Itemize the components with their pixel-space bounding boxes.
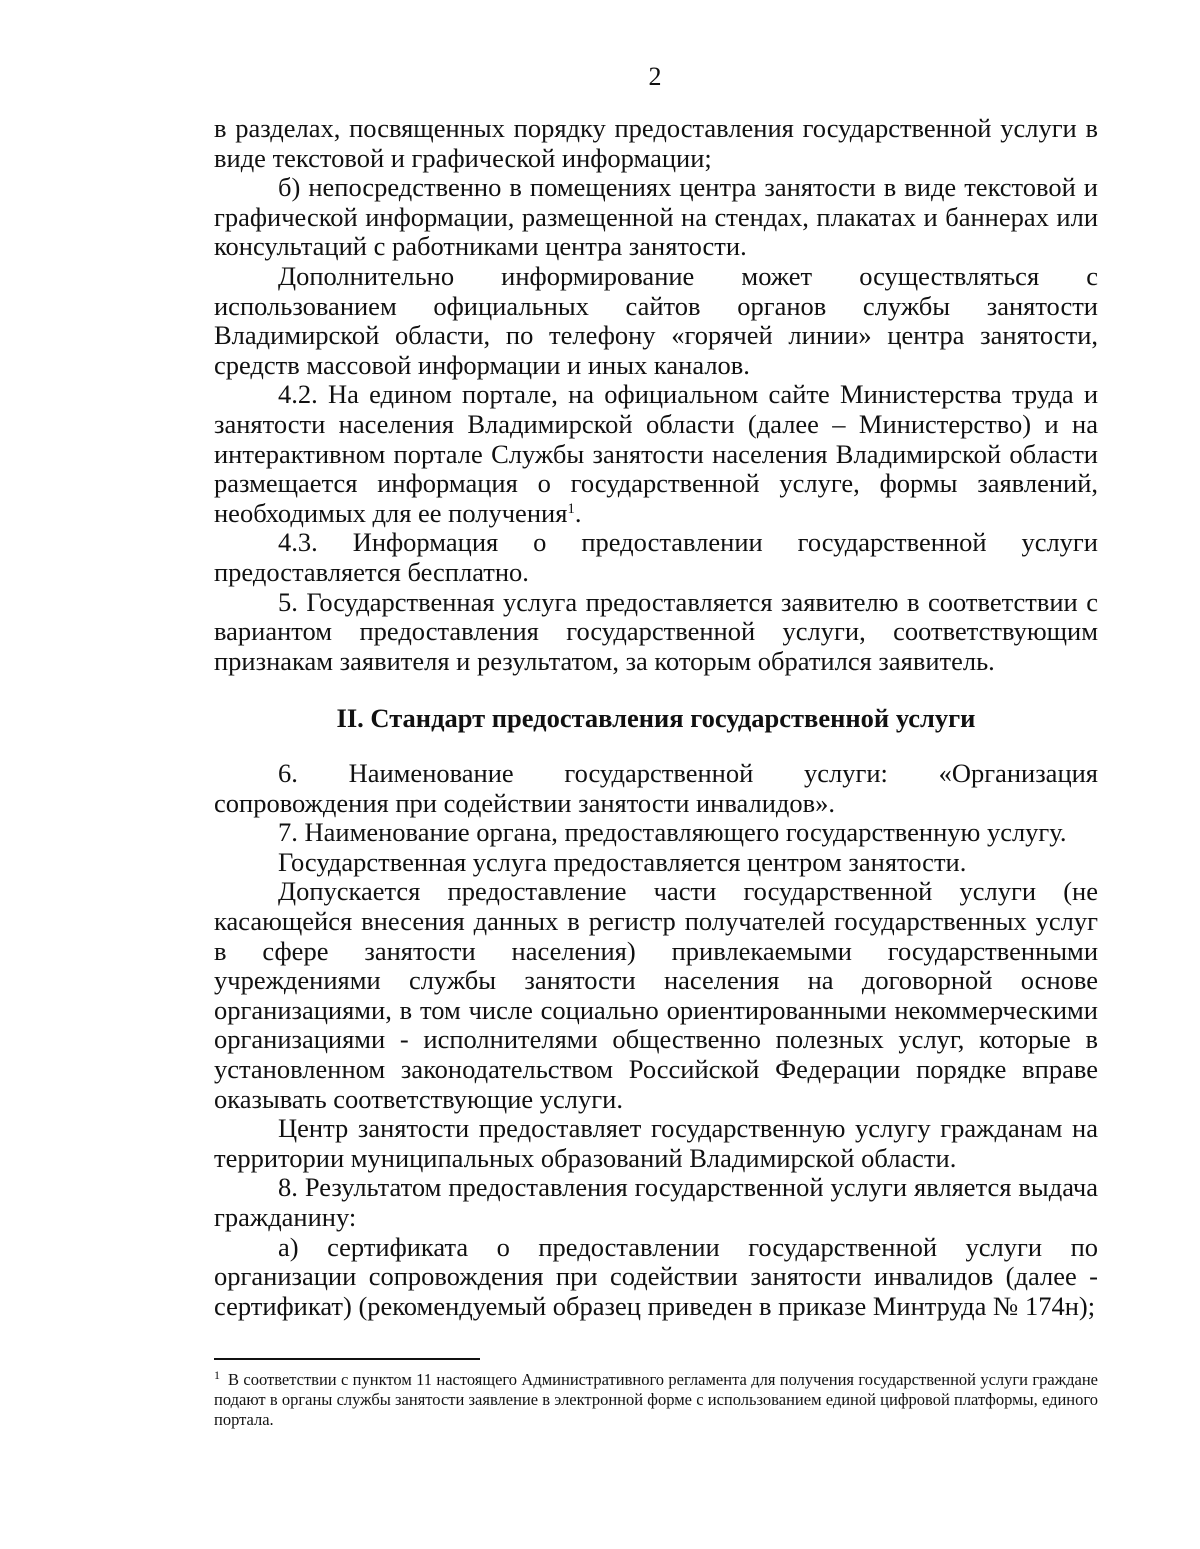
item-b-paragraph: б) непосредственно в помещениях центра занятости в виде текстовой и графической информации, размещенной на стендах, плакатах и баннерах или консультаций с работниками центра занятости. <box>214 172 1098 262</box>
clause-8-a-paragraph: а) сертификата о предоставлении государственной услуги по организации сопровождения при содействии занятости инвалидов (далее - сертификат) (рекомендуемый образец приведен в приказе Минтруда № 174н); <box>214 1231 1098 1321</box>
footnote-reference: 1 <box>567 500 575 517</box>
clause-4-2-paragraph <box>214 380 1098 528</box>
footnote <box>214 1370 1098 1430</box>
clause-4-2-tail: . <box>574 497 582 528</box>
clause-6-paragraph: 6. Наименование государственной услуги: «Организация сопровождения при содействии занятости инвалидов». <box>214 758 1098 818</box>
footnote-mark: 1 <box>214 1368 220 1382</box>
additional-info-paragraph: Дополнительно информирование может осуществляться с использованием официальных сайтов органов службы занятости Владимирской области, по телефону «горячей линии» центра занятости, средств массовой информации и иных каналов. <box>214 260 1098 380</box>
provider-paragraph: Государственная услуга предоставляется центром занятости. <box>278 846 967 877</box>
body-text-top <box>214 114 1098 676</box>
territory-paragraph: Центр занятости предоставляет государственную услугу гражданам на территории муниципальных образований Владимирской области. <box>214 1113 1098 1173</box>
clause-4-3-paragraph: 4.3. Информация о предоставлении государственной услуги предоставляется бесплатно. <box>214 527 1098 587</box>
footnote-text: В соответствии с пунктом 11 настоящего Административного регламента для получения государственной услуги граждане подают в органы службы занятости заявление в электронной форме с использованием единой цифровой платформы, единого портала. <box>214 1370 1098 1429</box>
continuation-paragraph: в разделах, посвященных порядку предоставления государственной услуги в виде текстовой и графической информации; <box>214 113 1098 173</box>
clause-8-paragraph: 8. Результатом предоставления государственной услуги является выдача гражданину: <box>214 1172 1098 1232</box>
page-number: 2 <box>648 62 662 91</box>
body-text-section <box>214 759 1098 1321</box>
clause-7-paragraph: 7. Наименование органа, предоставляющего государственную услугу. <box>278 817 1067 848</box>
clause-4-2-text: 4.2. На едином портале, на официальном сайте Министерства труда и занятости населения Владимирской области (далее – Министерство) и на интерактивном портале Службы занятости населения Владимирской области размещается информация о государственной услуге, формы заявлений, необходимых для ее получения <box>214 379 1098 528</box>
clause-5-paragraph: 5. Государственная услуга предоставляется заявителю в соответствии с вариантом предоставления государственной услуги, соответствующим признакам заявителя и результатом, за которым обратился заявитель. <box>214 586 1098 676</box>
section-heading: II. Стандарт предоставления государственной услуги <box>336 703 976 733</box>
footnote-divider <box>214 1358 480 1360</box>
partial-provision-paragraph: Допускается предоставление части государственной услуги (не касающейся внесения данных в регистр получателей государственных услуг в сфере занятости населения) привлекаемыми государственными учреждениями службы занятости населения на договорной основе организациями, в том числе социально ориентированными некоммерческими организациями - исполнителями общественно полезных услуг, которые в установленном законодательством Российской Федерации порядке вправе оказывать соответствующие услуги. <box>214 876 1098 1114</box>
